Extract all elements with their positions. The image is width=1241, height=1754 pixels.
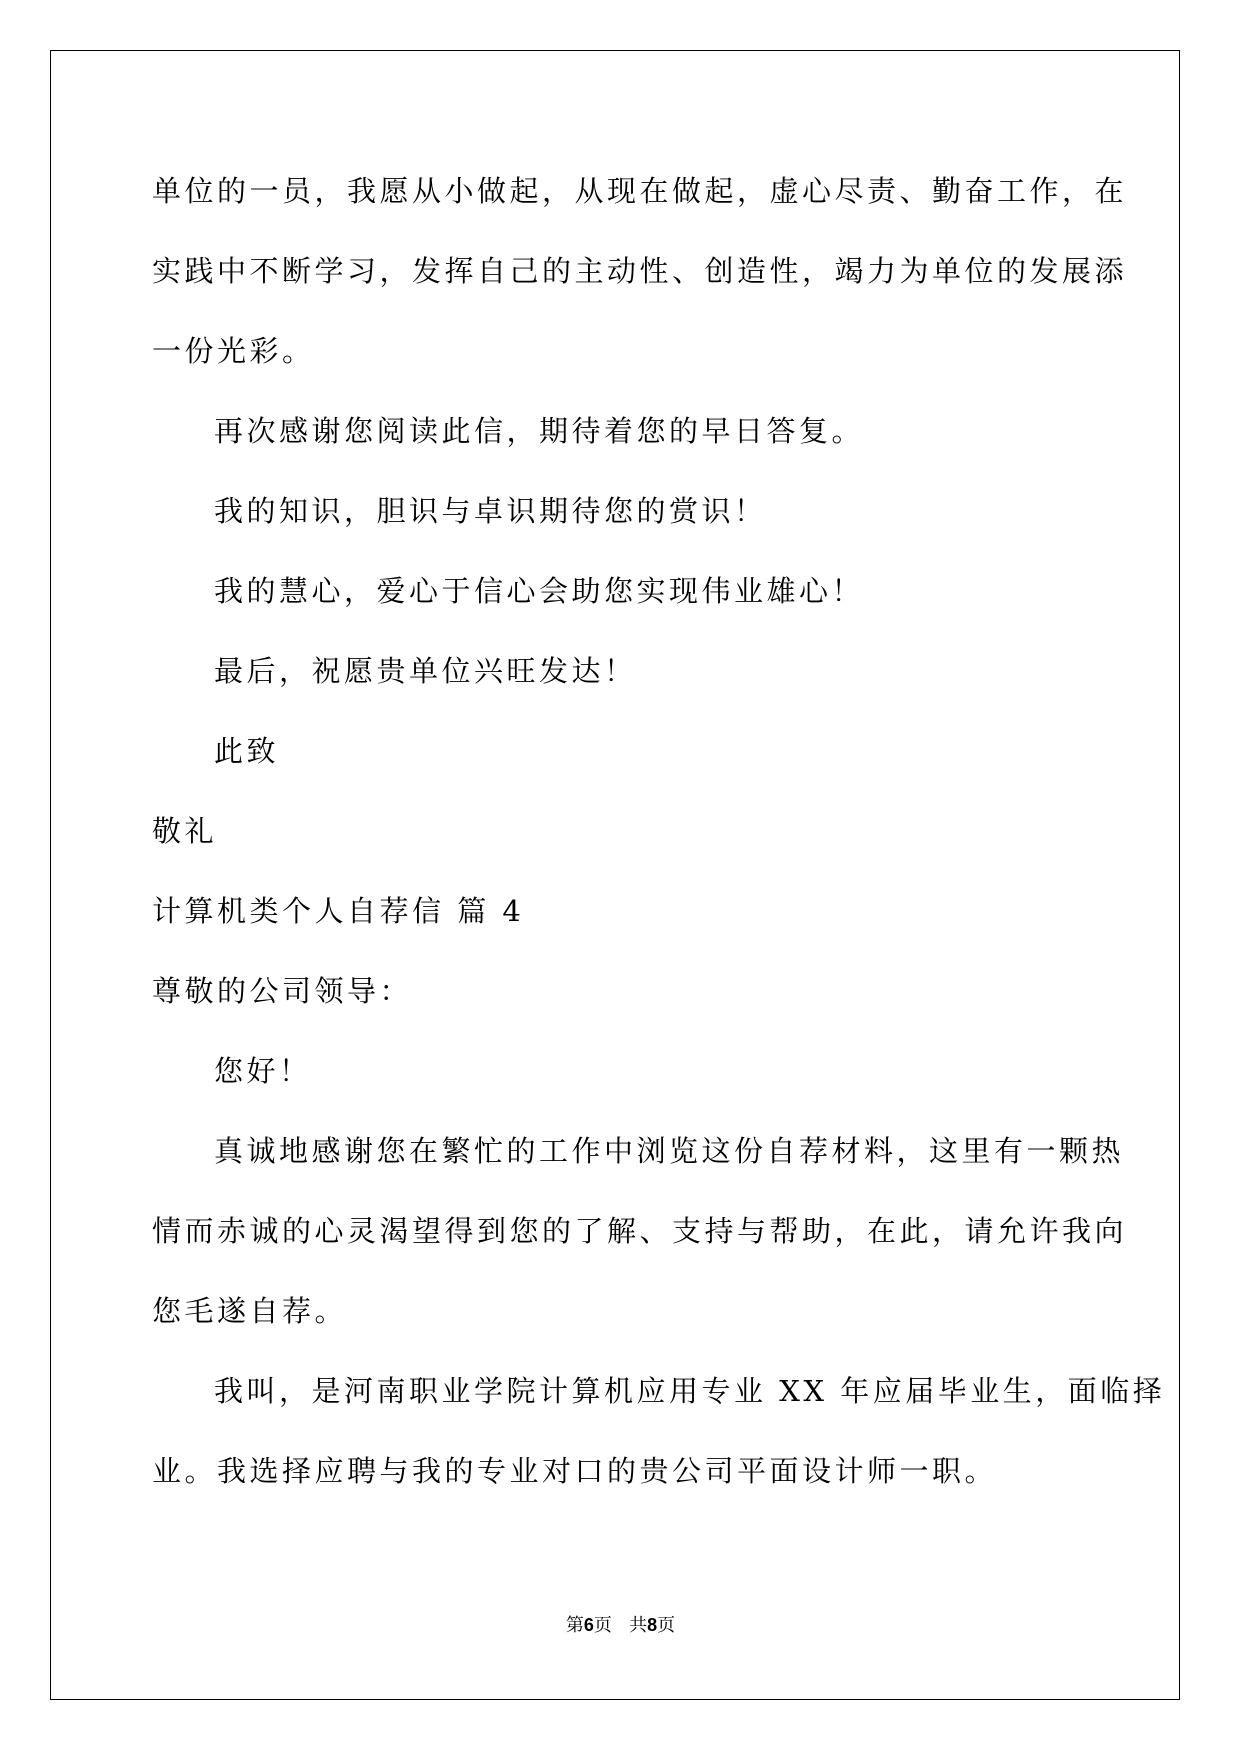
text-line: 真诚地感谢您在繁忙的工作中浏览这份自荐材料，这里有一颗热 (214, 1134, 1125, 1168)
text-line: 再次感谢您阅读此信，期待着您的早日答复。 (214, 414, 865, 448)
text-line: 单位的一员，我愿从小做起，从现在做起，虚心尽责、勤奋工作，在 (152, 174, 1128, 208)
text-line: 一份光彩。 (152, 334, 315, 368)
text-line: 我的慧心，爱心于信心会助您实现伟业雄心！ (214, 574, 865, 608)
text-line: 您毛遂自荐。 (152, 1294, 348, 1328)
text-line: 业。我选择应聘与我的专业对口的贵公司平面设计师一职。 (152, 1454, 998, 1488)
current-page-number: 6 (583, 1615, 594, 1635)
text-line: 最后，祝愿贵单位兴旺发达！ (214, 654, 637, 688)
section-heading: 计算机类个人自荐信 篇 4 (152, 894, 525, 928)
salutation: 尊敬的公司领导： (152, 974, 413, 1008)
page-prefix: 第 (565, 1615, 584, 1636)
greeting: 您好！ (214, 1054, 312, 1088)
text-line: 我的知识，胆识与卓识期待您的赏识！ (214, 494, 767, 528)
page-number-footer (0, 1616, 1241, 1635)
text-line: 实践中不断学习，发挥自己的主动性、创造性，竭力为单位的发展添 (152, 254, 1128, 288)
total-page-number: 8 (647, 1615, 658, 1635)
closing-salute: 敬礼 (152, 814, 218, 848)
text-line: 我叫，是河南职业学院计算机应用专业 XX 年应届毕业生，面临择 (214, 1374, 1166, 1408)
page-border (50, 50, 1180, 1700)
text-line: 情而赤诚的心灵渴望得到您的了解、支持与帮助，在此，请允许我向 (152, 1214, 1128, 1248)
page-mid: 页 共 (593, 1615, 648, 1636)
closing-phrase: 此致 (214, 734, 280, 768)
page-suffix: 页 (657, 1615, 676, 1636)
